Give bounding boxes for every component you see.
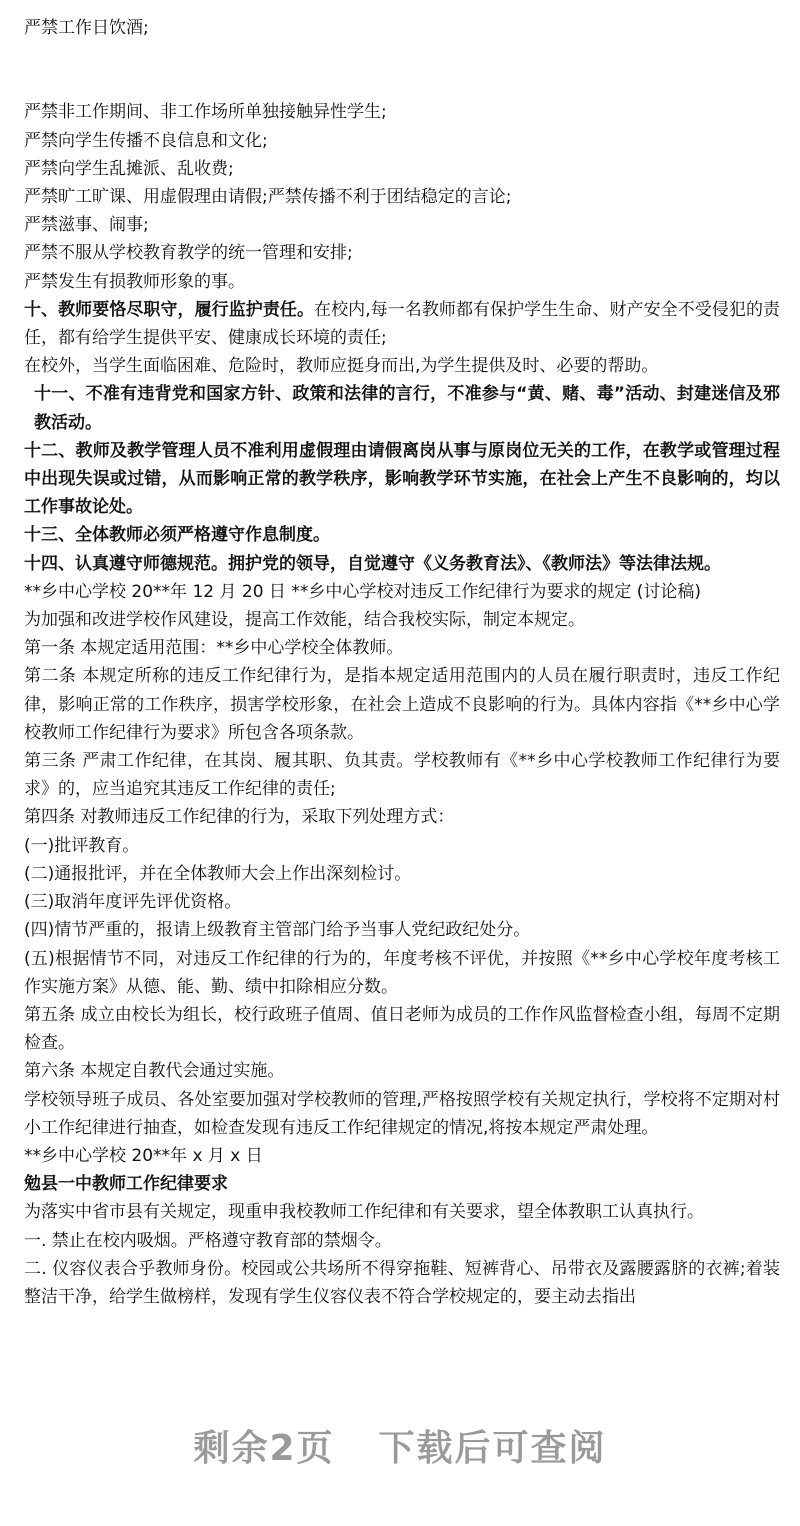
rule-line: (四)情节严重的，报请上级教育主管部门给予当事人党纪政纪处分。 <box>24 920 531 941</box>
ban-line: 严禁非工作期间、非工作场所单独接触异性学生; <box>24 102 387 123</box>
item-10-heading: 十、教师要恪尽职守，履行监护责任。 <box>24 299 315 320</box>
clipped-line <box>24 0 780 14</box>
ban-line: 严禁滋事、闹事; <box>24 215 149 236</box>
rule-line: 第四条 对教师违反工作纪律的行为，采取下列处理方式： <box>24 807 455 828</box>
rule-line: 第一条 本规定适用范围：**乡中心学校全体教师。 <box>24 638 404 659</box>
rule-line: 第六条 本规定自教代会通过实施。 <box>24 1061 285 1082</box>
rule-line: (五)根据情节不同，对违反工作纪律的行为的，年度考核不评优，并按照《**乡中心学校年度考核工作实施方案》从德、能、勤、绩中扣除相应分数。 <box>24 948 780 997</box>
remaining-pages-label: 剩余2页 <box>193 1428 335 1469</box>
rule-line: **乡中心学校 20**年 12 月 20 日 **乡中心学校对违反工作纪律行为要求的规定 (讨论稿) <box>24 581 701 602</box>
section-2-line: 为落实中省市县有关规定，现重申我校教师工作纪律和有关要求，望全体教职工认真执行。 <box>24 1202 704 1223</box>
item-14: 十四、认真遵守师德规范。拥护党的领导，自觉遵守《义务教育法》、《教师法》等法律法规。 <box>24 553 721 574</box>
download-prompt[interactable] <box>0 1420 800 1471</box>
ban-line: 严禁向学生传播不良信息和文化; <box>24 130 268 151</box>
rule-line: 第三条 严肃工作纪律，在其岗、履其职、负其责。学校教师有《**乡中心学校教师工作纪律行为要求》的，应当追究其违反工作纪律的责任; <box>24 751 780 800</box>
rule-line: (二)通报批评，并在全体教师大会上作出深刻检讨。 <box>24 863 412 884</box>
rule-line: 学校领导班子成员、各处室要加强对学校教师的管理,严格按照学校有关规定执行，学校将不定期对村小工作纪律进行抽查，如检查发现有违反工作纪律规定的情况,将按本规定严肃处理。 <box>24 1089 780 1138</box>
item-12: 十二、教师及教学管理人员不准利用虚假理由请假离岗从事与原岗位无关的工作，在教学或管理过程中出现失误或过错，从而影响正常的教学秩序，影响教学环节实施，在社会上产生不良影响的，均以工作事故论处。 <box>24 440 780 518</box>
rule-line: **乡中心学校 20**年 x 月 x 日 <box>24 1145 263 1166</box>
section-2-line: 一. 禁止在校内吸烟。严格遵守教育部的禁烟令。 <box>24 1230 392 1251</box>
download-to-view-label[interactable]: 下载后可查阅 <box>378 1428 607 1469</box>
item-11: 十一、不准有违背党和国家方针、政策和法律的言行，不准参与“黄、赌、毒”活动、封建迷信及邪教活动。 <box>34 384 781 433</box>
rule-line: (一)批评教育。 <box>24 835 140 856</box>
ban-line: 严禁向学生乱摊派、乱收费; <box>24 158 234 179</box>
ban-line: 严禁不服从学校教育教学的统一管理和安排; <box>24 243 353 264</box>
section-2-title: 勉县一中教师工作纪律要求 <box>24 1174 228 1195</box>
blank-space <box>24 42 780 98</box>
section-2-line: 二. 仪容仪表合乎教师身份。校园或公共场所不得穿拖鞋、短裤背心、吊带衣及露腰露脐的衣裤;着装整洁干净，给学生做榜样，发现有学生仪容仪表不符合学校规定的，要主动去指出 <box>24 1258 780 1307</box>
rule-line: 第五条 成立由校长为组长，校行政班子值周、值日老师为成员的工作作风监督检查小组，每周不定期检查。 <box>24 1004 780 1054</box>
document-body <box>24 0 780 1311</box>
item-10-outside: 在校外，当学生面临困难、危险时，教师应挺身而出,为学生提供及时、必要的帮助。 <box>24 356 659 377</box>
rule-line: (三)取消年度评先评优资格。 <box>24 892 242 913</box>
rule-line: 第二条 本规定所称的违反工作纪律行为，是指本规定适用范围内的人员在履行职责时，违反工作纪律，影响正常的工作秩序，损害学校形象，在社会上造成不良影响的行为。具体内容指《**乡中心学校教师工作纪律行为要求》所包含各项条款。 <box>24 666 780 743</box>
rule-line: 为加强和改进学校作风建设，提高工作效能，结合我校实际，制定本规定。 <box>24 610 585 631</box>
item-10 <box>24 296 780 352</box>
item-10-text: 在校内,每一名教师都有保护学生生命、财产安全不受侵犯的责任，都有给学生提供平安、健康成长环境的责任; <box>24 299 781 349</box>
item-13: 十三、全体教师必须严格遵守作息制度。 <box>24 525 330 546</box>
ban-line: 严禁发生有损教师形象的事。 <box>24 271 245 292</box>
ban-line: 严禁旷工旷课、用虚假理由请假;严禁传播不利于团结稳定的言论; <box>24 187 512 208</box>
ban-line: 严禁工作日饮酒; <box>24 18 149 39</box>
